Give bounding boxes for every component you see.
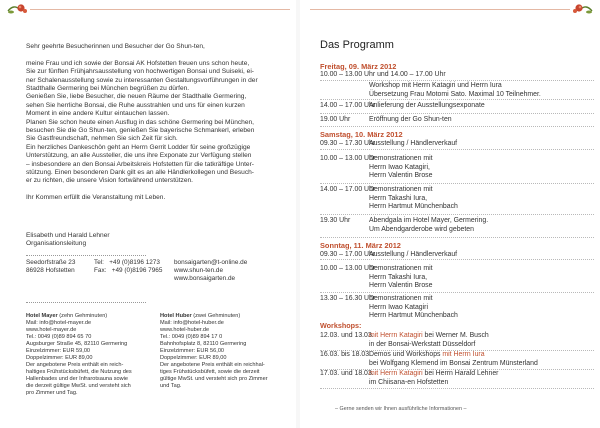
hotel-line: Der angebotene Preis enthält ein reichhal-: [160, 362, 265, 368]
entry-time: 10.00 – 13.00 Uhr: [320, 155, 376, 162]
hotel-line: Augsburger Straße 45, 82110 Germering: [26, 341, 128, 347]
entry-time: 09.30 – 17.00 Uhr: [320, 251, 376, 258]
hotel-line: Der angebotene Preis enthält ein reich-: [26, 362, 124, 368]
entry-line: Herrn Takashi Iura,: [369, 194, 428, 202]
workshop-line: [369, 370, 594, 379]
hotel-line: tiges Frühstücksbüfett, sowie die derzeit: [160, 369, 260, 375]
entry-time: 19.30 Uhr: [320, 217, 351, 224]
divider: [26, 255, 146, 256]
hotel-distance: (zwei Gehminuten): [193, 313, 241, 319]
workshops-title: Workshops:: [320, 321, 362, 330]
entry-line: Übersetzung Frau Motomi Sato. Maximal 10 Teilnehmer.: [369, 90, 541, 98]
dotted-divider: [320, 99, 594, 100]
hotel-line: Mail: info@hotel-huber.de: [160, 320, 224, 326]
letter-closing: Ihr Kommen erfüllt die Veranstaltung mit Leben.: [26, 194, 166, 202]
tel-value: +49 (0)8196 1273: [109, 259, 160, 266]
entry-line: Herrn Iwao Katagiri,: [369, 163, 430, 171]
workshop-date: 17.03. und 18.03.: [320, 370, 374, 377]
entry-line: Demonstrationen mit: [369, 265, 433, 272]
hotel-line: Einzelzimmer: EUR 59,00: [26, 348, 91, 354]
hotel-details: [26, 320, 151, 397]
flower-ornament-icon: [6, 2, 28, 16]
top-rule: [30, 9, 290, 10]
hotel-line: Einzelzimmer: EUR 56,00: [160, 348, 225, 354]
entry-line: Demonstrationen mit: [369, 155, 433, 162]
entry-line: Ausstellung / Händlerverkauf: [369, 251, 458, 258]
entry-time: 10.00 – 13.00 Uhr: [320, 265, 376, 272]
email-link[interactable]: bonsaigarten@t-online.de: [174, 259, 248, 266]
hotel-line: die derzeit gültige MwSt. und versteht sich: [26, 383, 131, 389]
entry-description: [369, 116, 594, 125]
hotel-name: Hotel Huber: [160, 313, 192, 319]
hotel-line: Hallenbades und der Infrarotsauna sowie: [26, 376, 128, 382]
workshop-host: mit Herrn Katagiri: [369, 370, 423, 377]
welcome-letter: [26, 43, 296, 211]
workshop-line: [369, 332, 594, 341]
dotted-divider: [320, 292, 594, 293]
entry-description: [369, 155, 594, 181]
day-heading: Samstag, 10. März 2012: [320, 130, 403, 139]
hotel-mayer-info: [26, 313, 151, 397]
address-city: 86928 Hofstetten: [26, 267, 75, 275]
hotel-line: Tel.: 0049 (0)89 894 65 70: [26, 334, 92, 340]
dotted-divider: [320, 183, 594, 184]
day-heading: Sonntag, 11. März 2012: [320, 241, 401, 250]
day-heading: Freitag, 09. März 2012: [320, 62, 397, 71]
entry-line: Demonstrationen mit: [369, 186, 433, 193]
letter-body: [26, 60, 296, 186]
top-rule: [310, 9, 570, 10]
letter-line: besuchen Sie die Go Shun-ten, genießen Sie bayerische Schmankerl, erleben: [26, 127, 255, 135]
workshop-line: in der Bonsai-Werkstatt Düsseldorf: [369, 340, 476, 348]
program-title: Das Programm: [320, 39, 394, 51]
signature-block: [26, 232, 110, 249]
entry-line: Herrn Valentin Brose: [369, 172, 433, 180]
dotted-divider: [320, 126, 594, 127]
website-link[interactable]: www.bonsaigarten.de: [174, 275, 236, 283]
hotel-line: Bahnhofsplatz 8, 82110 Germering: [160, 341, 247, 347]
entry-line: Anlieferung der Ausstellungsexponate: [369, 102, 485, 109]
letter-line: – insbesondere an den Bonsai Arbeitskreis Hofstetten für die tatkräftige Unter-: [26, 160, 254, 168]
entry-line: Herrn Takashi Iura,: [369, 273, 428, 281]
workshop-description: [369, 370, 594, 387]
entry-description: [369, 82, 594, 99]
entry-time: 13.30 – 16.30 Uhr: [320, 295, 376, 302]
entry-time: 14.00 – 17.00 Uhr: [320, 102, 376, 109]
letter-line: stützung. Einen besonderen Dank gilt es an alle Händlerkollegen und Besuch-: [26, 169, 254, 177]
entry-line: Ausstellung / Händlerverkauf: [369, 140, 458, 147]
workshop-host: mit Herrn Katagiri: [369, 332, 423, 339]
hotel-name: Hotel Mayer: [26, 313, 58, 319]
letter-line: Unterstützung, an alle Aussteller, die uns ihre Exponate zur Verfügung stellen: [26, 152, 252, 160]
dotted-divider: [320, 113, 594, 114]
letter-line: meine Frau und ich sowie der Bonsai AK Hofstetten freuen uns schon heute,: [26, 59, 250, 67]
letter-line: Sie zur fünften Frühjahrsausstellung von hochwertigen Bonsai und Suiseki, ei-: [26, 68, 254, 76]
hotel-huber-info: [160, 313, 285, 390]
entry-time: 10.00 – 13.00 Uhr und 14.00 – 17.00 Uhr: [320, 71, 446, 78]
dotted-divider: [320, 259, 594, 260]
workshop-date: 16.03. bis 18.03.: [320, 351, 371, 358]
workshop-line: bei Wolfgang Klemend im Bonsai Zentrum Münsterland: [369, 359, 538, 367]
website-link[interactable]: www.shun-ten.de: [174, 267, 224, 275]
address-phone-block: [94, 259, 162, 275]
letter-line: Stadthalle Germering bei München begrüßen zu dürfen.: [26, 85, 190, 93]
hotel-line: gültige MwSt. und versteht sich pro Zimmer: [160, 376, 268, 382]
entry-description: [369, 265, 594, 291]
entry-line: Workshop mit Herrn Katagiri und Herrn Iura: [369, 82, 502, 89]
tel-label: Tel:: [94, 259, 104, 266]
workshop-line: im Chiisana-en Hofstetten: [369, 378, 449, 386]
hotel-line: pro Zimmer und Tag.: [26, 390, 78, 396]
hotel-line: www.hotel-huber.de: [160, 327, 210, 333]
fax-label: Fax:: [94, 267, 107, 275]
entry-description: [369, 295, 594, 321]
dotted-divider: [320, 214, 594, 215]
letter-line: Moment in eine andere Kultur eintauchen lassen.: [26, 110, 170, 118]
entry-line: Um Abendgarderobe wird gebeten: [369, 225, 474, 233]
info-note: – Gerne senden wir Ihnen ausführliche Informationen –: [335, 406, 467, 412]
hotel-line: und Tag.: [160, 383, 182, 389]
letter-line: Planen Sie schon heute einen Ausflug in das schöne Germering bei München,: [26, 118, 254, 126]
workshop-description: [369, 332, 594, 349]
entry-description: [369, 217, 594, 234]
hotel-line: haltiges Frühstücksbüfett, die Nutzung des: [26, 369, 132, 375]
signature-role: Organisationsleitung: [26, 240, 87, 248]
entry-line: Abendgala im Hotel Mayer, Germering.: [369, 217, 489, 224]
flower-ornament-icon: [572, 2, 594, 16]
address-street-block: [26, 259, 75, 275]
letter-line: Sie Gastfreundschaft, nehmen Sie sich Zeit für sich.: [26, 135, 178, 143]
entry-description: [369, 140, 594, 149]
letter-line: ner Schalenausstellung sowie zu interessanten Gestaltungsvorführungen in der: [26, 76, 258, 84]
workshop-date: 12.03. und 13.03.: [320, 332, 374, 339]
entry-time: 09.30 – 17.30 Uhr: [320, 140, 376, 147]
address-web-block: [174, 259, 247, 284]
workshop-text: bei Werner M. Busch: [422, 332, 489, 339]
workshop-text: bei Herrn Harald Lehner: [422, 370, 499, 377]
entry-line: Eröffnung der Go Shun-ten: [369, 116, 452, 123]
letter-line: sehen Sie herrliche Bonsai, die Ruhe ausstrahlen und uns für einen kurzen: [26, 101, 245, 109]
hotel-details: [160, 320, 285, 390]
dotted-divider: [320, 237, 594, 238]
signature-name: Elisabeth und Harald Lehner: [26, 232, 110, 239]
entry-time: 14.00 – 17.00 Uhr: [320, 186, 376, 193]
hotel-line: Mail: info@hotel-mayer.de: [26, 320, 92, 326]
entry-time: 19.00 Uhr: [320, 116, 351, 123]
entry-line: Herrn Hartmut Münchenbach: [369, 203, 458, 211]
hotel-distance: (zehn Gehminuten): [59, 313, 108, 319]
entry-line: Herrn Valentin Brose: [369, 282, 433, 290]
workshop-text: Demos und Workshops: [369, 351, 443, 358]
hotel-line: Tel.: 0049 (0)89 894 17 0: [160, 334, 223, 340]
hotel-line: Doppelzimmer: EUR 89,00: [26, 355, 93, 361]
entry-line: Demonstrationen mit: [369, 295, 433, 302]
entry-description: [369, 102, 594, 111]
letter-line: Genießen Sie, liebe Besucher, die neuen Räume der Stadthalle Germering,: [26, 93, 247, 101]
dotted-divider: [320, 80, 594, 81]
hotel-line: www.hotel-mayer.de: [26, 327, 77, 333]
dotted-divider: [320, 388, 594, 389]
entry-line: Herrn Hartmut Münchenbach: [369, 312, 458, 320]
divider: [26, 302, 146, 303]
address-street: Seedorfstraße 23: [26, 259, 76, 266]
fax-value: +49 (0)8196 7965: [111, 267, 163, 275]
entry-line: Herrn Iwao Katagiri: [369, 303, 428, 311]
workshop-host: mit Herrn Iura: [442, 351, 485, 358]
hotel-line: Doppelzimmer: EUR 89,00: [160, 355, 227, 361]
workshop-description: [369, 351, 594, 368]
entry-description: [369, 186, 594, 212]
letter-greeting: Sehr geehrte Besucherinnen und Besucher der Go Shun-ten,: [26, 43, 205, 50]
letter-line: er zu richten, die unsere Vision fortwährend unterstützen.: [26, 177, 194, 185]
workshop-line: [369, 351, 594, 360]
letter-line: Ein herzliches Dankeschön geht an Herrn Gerrit Lodder für seine großzügige: [26, 143, 251, 151]
dotted-divider: [320, 149, 594, 150]
